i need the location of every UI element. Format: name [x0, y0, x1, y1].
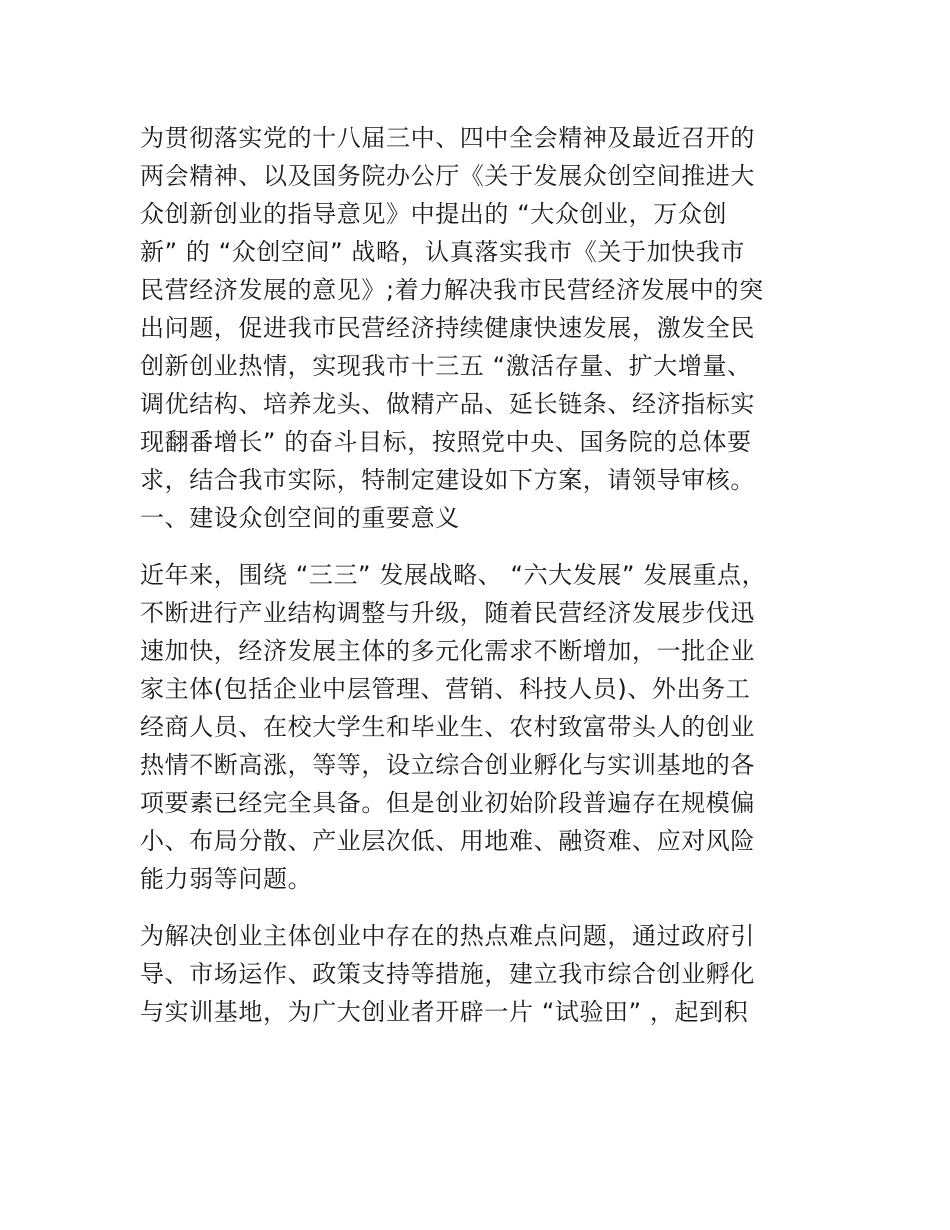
text-line: 热情不断高涨，等等，设立综合创业孵化与实训基地的各 [140, 751, 755, 779]
paragraph-intro [140, 119, 820, 499]
text-line: 近年来，围绕 “三三” 发展战略、 “六大发展” 发展重点， [140, 561, 767, 589]
document-body [140, 119, 820, 1031]
text-line: 小、布局分散、产业层次低、用地难、融资难、应对风险 [140, 827, 755, 855]
paragraph-background [140, 556, 820, 898]
text-line: 速加快，经济发展主体的多元化需求不断增加，一批企业 [140, 637, 755, 665]
text-line: 能力弱等问题。 [140, 865, 313, 893]
text-line: 出问题，促进我市民营经济持续健康快速发展，激发全民 [140, 314, 755, 342]
section-heading: 一、建设众创空间的重要意义 [140, 504, 460, 532]
text-line: 众创新创业的指导意见》中提出的 “大众创业，万众创 [140, 200, 728, 228]
text-line: 调优结构、培养龙头、做精产品、延长链条、经济指标实 [140, 390, 755, 418]
text-line: 民营经济发展的意见》;着力解决我市民营经济发展中的突 [140, 276, 764, 304]
text-line: 不断进行产业结构调整与升级，随着民营经济发展步伐迅 [140, 599, 755, 627]
text-line: 为解决创业主体创业中存在的热点难点问题，通过政府引 [140, 922, 755, 950]
text-line: 现翻番增长” 的奋斗目标，按照党中央、国务院的总体要 [140, 428, 752, 456]
text-line: 项要素已经完全具备。但是创业初始阶段普遍存在规模偏 [140, 789, 755, 817]
text-line: 新” 的 “众创空间” 战略，认真落实我市《关于加快我市 [140, 238, 745, 266]
text-line: 为贯彻落实党的十八届三中、四中全会精神及最近召开的 [140, 124, 755, 152]
paragraph-solution [140, 917, 820, 1031]
text-line: 家主体(包括企业中层管理、营销、科技人员)、外出务工 [140, 675, 751, 703]
paragraph-spacer [140, 898, 820, 917]
text-line: 创新创业热情，实现我市十三五 “激活存量、扩大增量、 [140, 352, 752, 380]
text-line: 导、市场运作、政策支持等措施，建立我市综合创业孵化 [140, 960, 755, 988]
paragraph-spacer [140, 537, 820, 556]
text-line: 与实训基地，为广大创业者开辟一片 “试验田” ，起到积 [140, 998, 749, 1026]
text-line: 经商人员、在校大学生和毕业生、农村致富带头人的创业 [140, 713, 755, 741]
text-line: 求，结合我市实际，特制定建设如下方案，请领导审核。 [140, 466, 755, 494]
text-line: 两会精神、以及国务院办公厅《关于发展众创空间推进大 [140, 162, 755, 190]
